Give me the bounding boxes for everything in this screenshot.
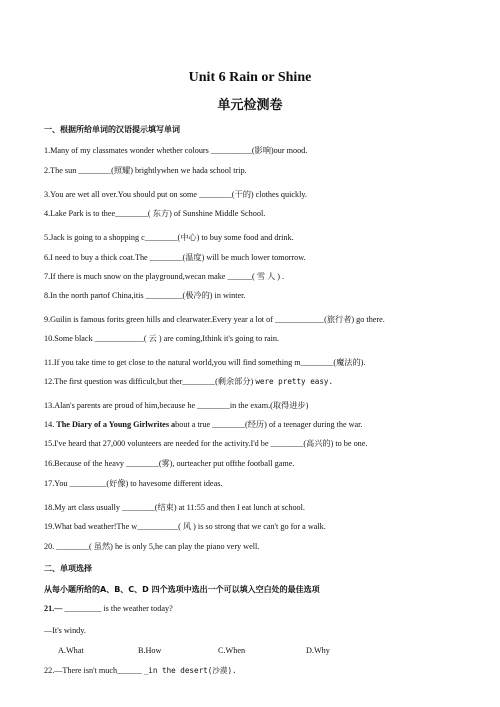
question-14-rest: bout a true ________(经历) of a teenager during the war. xyxy=(175,420,363,429)
question-21-prefix: 21.— xyxy=(44,604,65,613)
question-5: 5.Jack is going to a shopping c________(中心) to buy some food and drink. xyxy=(44,233,294,242)
question-16: 16.Because of the heavy ________(雾), ourteacher put offthe football game. xyxy=(44,459,295,468)
question-6: 6.I need to buy a thick coat.The ________(温度) will be much lower tomorrow. xyxy=(44,253,306,262)
option-c: C.When xyxy=(218,646,246,655)
question-15: 15.I've heard that 27,000 volunteers are needed for the activity.I'd be ________(高兴的) to be one. xyxy=(44,439,368,448)
question-7: 7.If there is much snow on the playground,wecan make ______( 雪 人 ) . xyxy=(44,272,285,281)
section-heading-2: 二、单项选择 xyxy=(44,564,92,573)
question-3: 3.You are wet all over.You should put on some ________(干的) clothes quickly. xyxy=(44,190,307,199)
question-1: 1.Many of my classmates wonder whether colours __________(影响)our mood. xyxy=(44,146,308,155)
question-12-mono: were pretty easy. xyxy=(255,377,334,386)
page-title: Unit 6 Rain or Shine xyxy=(188,70,312,85)
question-22 xyxy=(44,665,484,676)
question-21 xyxy=(44,603,484,614)
question-17: 17.You _________(好像) to havesome different ideas. xyxy=(44,479,223,488)
question-9: 9.Guilin is famous forits green hills and clearwater.Every year a lot of ____________(旅行者) go there. xyxy=(44,315,385,324)
option-b: B.How xyxy=(138,646,162,655)
page-subtitle: 单元检测卷 xyxy=(217,98,283,113)
question-19: 19.What bad weather!The w__________( 风 ) is so strong that we can't go for a walk. xyxy=(44,522,326,531)
question-22-text: 22.—There isn't much______ xyxy=(44,666,144,675)
question-14-bold: The Diary of a Young Girlwrites a xyxy=(56,420,176,429)
question-13: 13.Alan's parents are proud of him,because he ________in the exam.(取得进步) xyxy=(44,401,309,410)
question-11: 11.If you take time to get close to the natural world,you will find something m________(魔法的). xyxy=(44,358,366,367)
question-21-rest: _________ is the weather today? xyxy=(64,604,173,613)
question-2: 2.The sun ________(照耀) brightlywhen we hada school trip. xyxy=(44,166,247,175)
question-12-text: 12.The first question was difficult,but ther________(剩余部分) xyxy=(44,377,256,386)
question-20: 20. ________( 虽然) he is only 5,he can play the piano very well. xyxy=(44,542,260,551)
question-10: 10.Some black ____________( 云 ) are coming,Ithink it's going to rain. xyxy=(44,334,280,343)
question-8: 8.In the north partof China,itis _________(极冷的) in winter. xyxy=(44,291,246,300)
option-d: D.Why xyxy=(306,646,330,655)
option-a: A.What xyxy=(58,646,84,655)
question-22-mono: _in the desert(沙漠). xyxy=(143,666,237,675)
question-14-prefix: 14. xyxy=(44,420,57,429)
question-21-answer: —It's windy. xyxy=(44,626,86,635)
question-14 xyxy=(44,419,484,430)
question-18: 18.My art class usually ________(结束) at 11:55 and then I eat lunch at school. xyxy=(44,503,305,512)
question-4: 4.Lake Park is to thee________( 东方) of Sunshine Middle School. xyxy=(44,209,266,218)
section-2-instructions: 从每小题所给的A、B、C、D 四个选项中选出一个可以填入空白处的最佳选项 xyxy=(44,585,320,594)
section-heading-1: 一、根据所给单词的汉语提示填写单词 xyxy=(44,125,180,134)
question-12 xyxy=(44,376,484,387)
